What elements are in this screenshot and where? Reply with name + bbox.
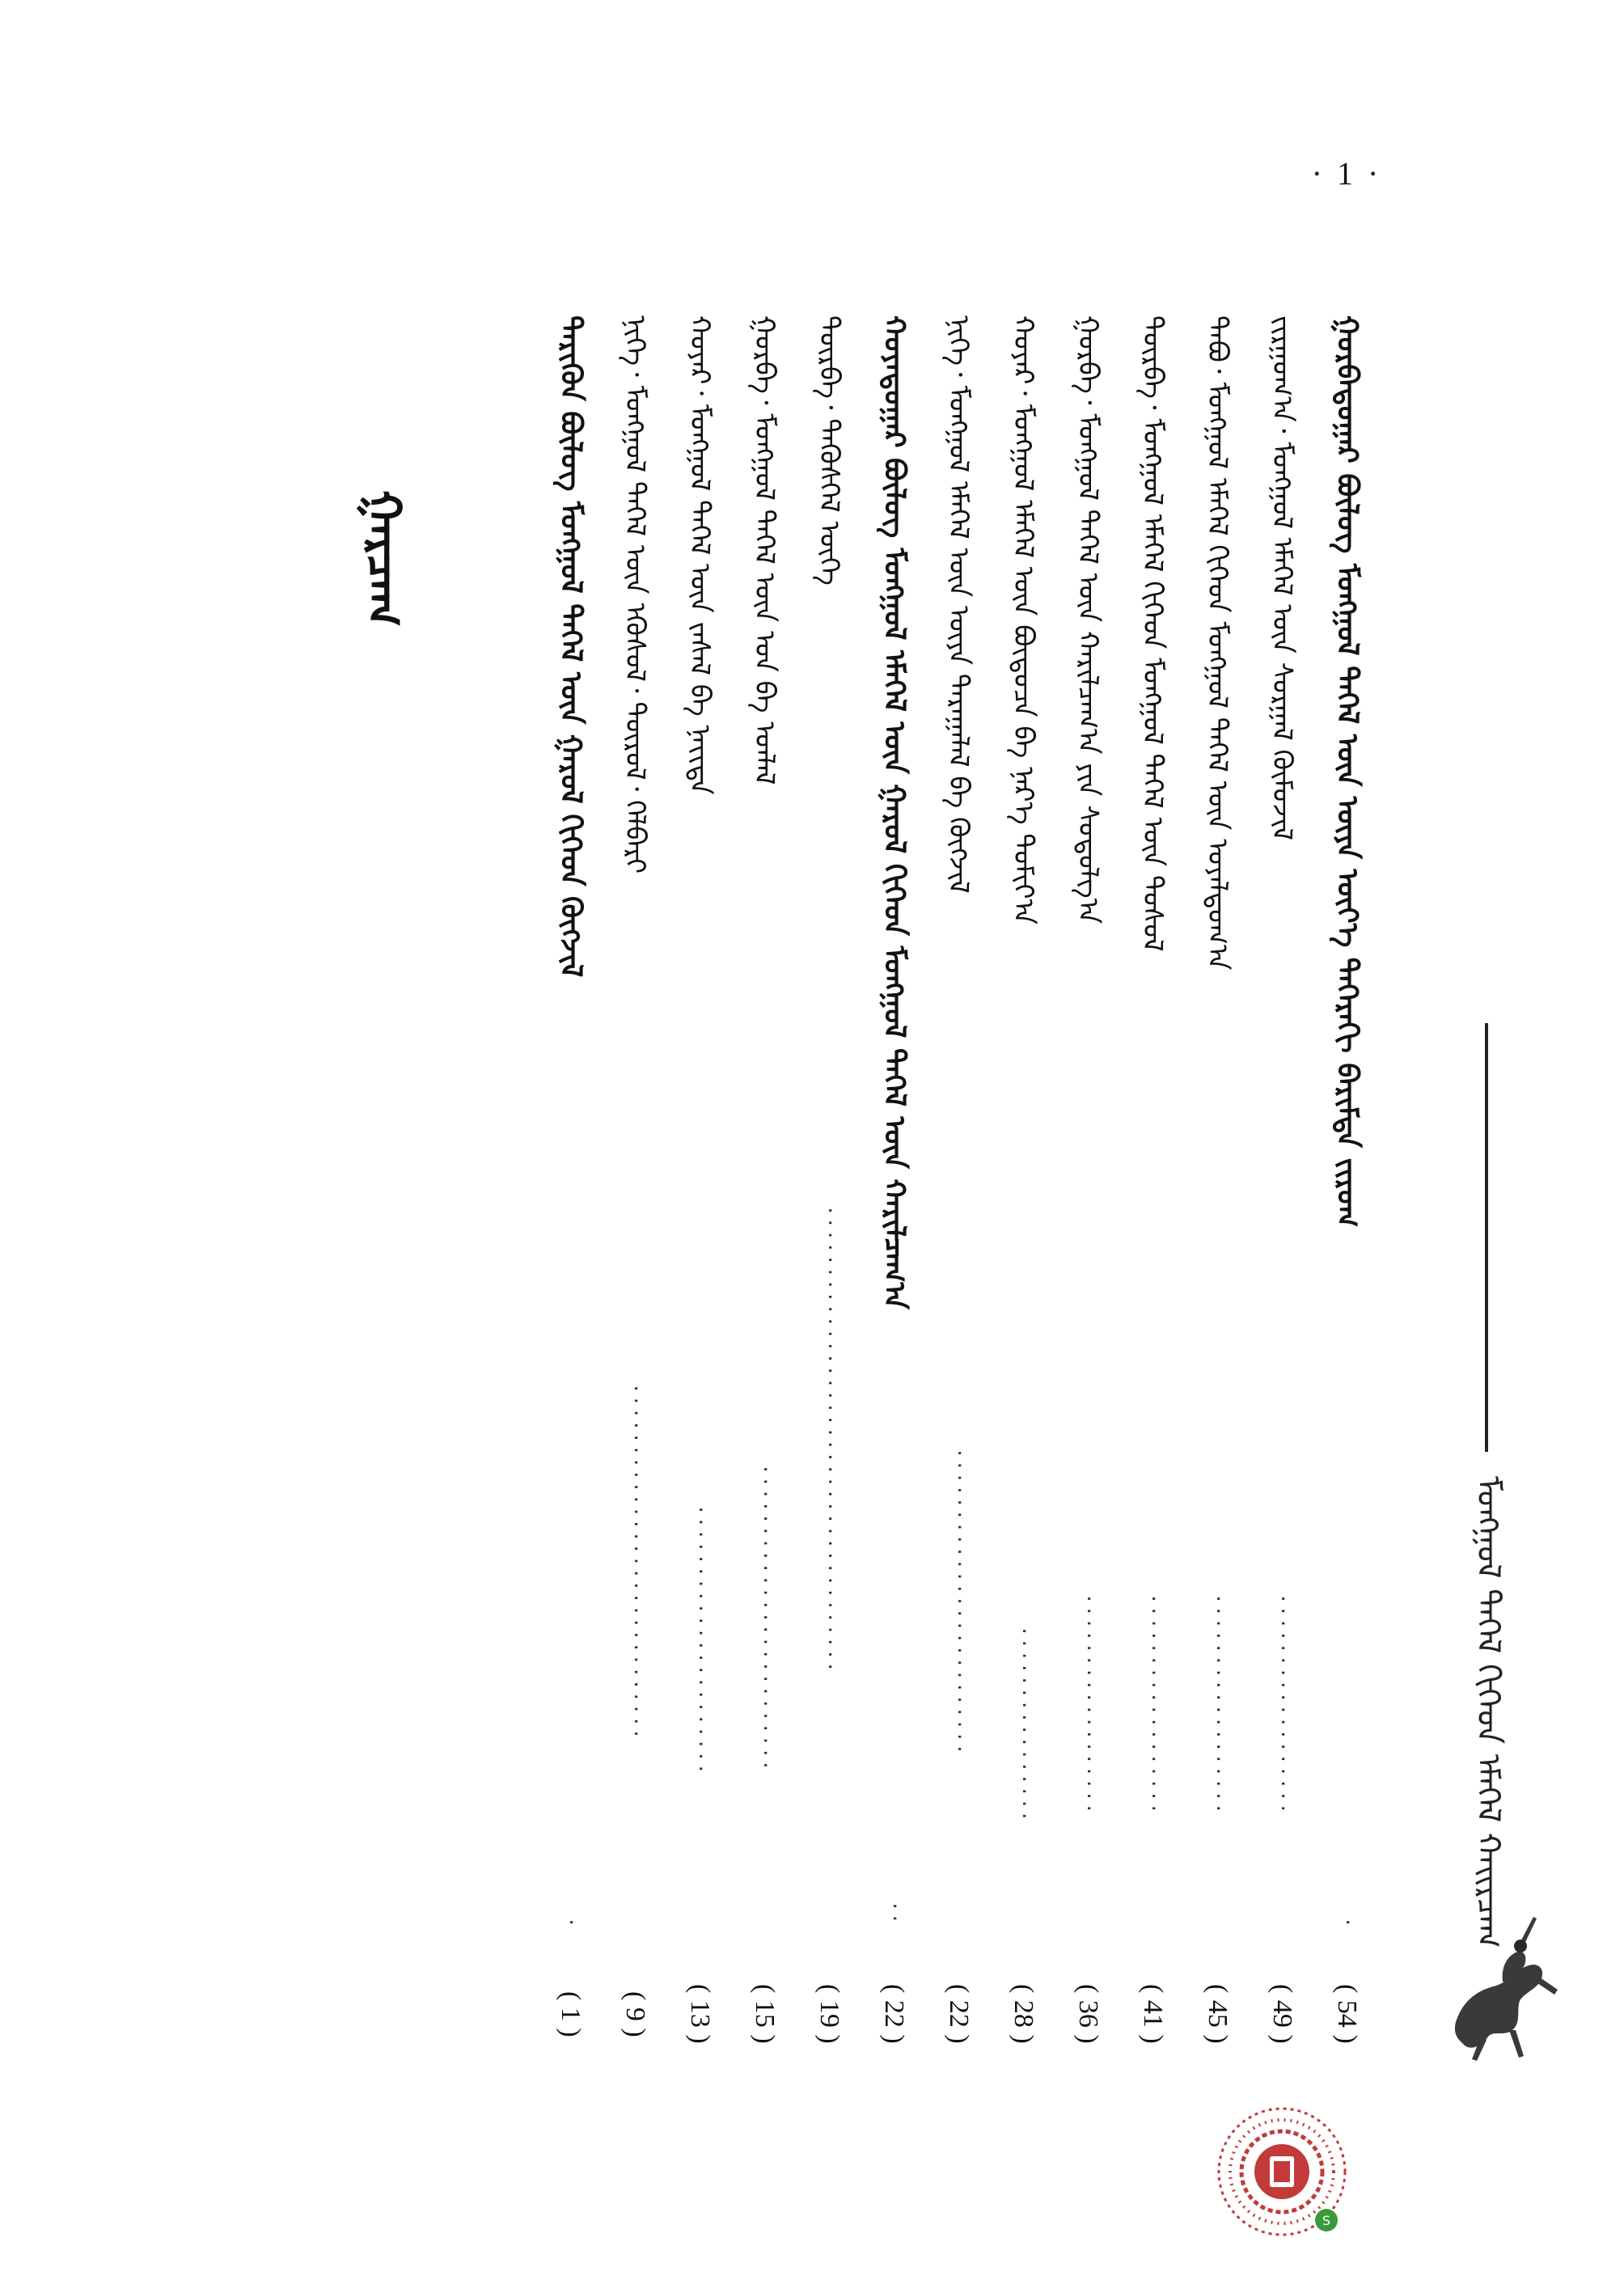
toc-entry-title: ᠵᠢᠷᠭᠤᠭ᠎ᠠ᠂ ᠮᠣᠩᠭᠣᠯ ᠡᠮᠡᠭᠡᠯ ᠦᠨ ᠰᠤᠷᠭᠠᠯ ᠬᠦᠮᠦᠵᠢᠯ	[1266, 315, 1298, 841]
toc-page-number: ( 13 )	[685, 1984, 715, 2044]
toc-chapter-entry[interactable]	[1326, 315, 1367, 2079]
toc-leader-dots: ··················	[1078, 1593, 1098, 1816]
toc-page-number: ( 1 )	[556, 1991, 586, 2037]
qr-code-badge[interactable]	[1213, 2103, 1351, 2240]
toc-entry-title: ᠨᠢᠭᠡ᠂ ᠮᠣᠩᠭᠣᠯ ᠡᠮᠡᠭᠡᠯ ᠦᠨ ᠦᠶᠡ ᠳᠠᠷᠠᠭᠠᠯᠠᠯ ᠪᠠ ᠬᠥᠭᠵᠢᠯ	[942, 315, 975, 894]
toc-leader-dots: ··	[884, 1901, 904, 1926]
toc-page-number: ( 19 )	[814, 1984, 844, 2044]
toc-page-number: ( 15 )	[750, 1984, 780, 2044]
toc-page-number: ( 54 )	[1332, 1984, 1362, 2044]
toc-section-entry[interactable]	[1197, 315, 1237, 2079]
toc-section-entry[interactable]	[1262, 315, 1302, 2079]
toc-page-number: ( 22 )	[879, 1984, 909, 2044]
toc-leader-dots: ·	[1337, 1917, 1357, 1930]
toc-chapter-entry[interactable]	[873, 315, 914, 2079]
table-of-contents	[550, 315, 1423, 2079]
header-rule	[1485, 1023, 1488, 1452]
toc-page-number: ( 22 )	[944, 1984, 974, 2044]
toc-entry-title: ᠳᠥᠷᠪᠡ᠂ ᠲᠡᠭᠦᠰᠬᠡᠯ ᠦᠭᠡ	[813, 315, 845, 586]
toc-entry-title: ᠬᠣᠶᠠᠳᠤᠭᠠᠷ ᠪᠦᠯᠦᠭ ᠮᠣᠩᠭᠣᠯ ᠡᠮᠡᠭᠡᠯ ᠦᠨ ᠭᠠᠷᠤᠯ ᠬᠢᠭᠡᠳ ᠮᠣᠩᠭᠣᠯ ᠳᠡᠭᠡᠯ ᠦᠨ ᠬᠠᠷᠢᠯᠴᠠᠭ᠎ᠠ	[878, 315, 911, 1309]
toc-section-entry[interactable]	[1068, 315, 1108, 2079]
running-header	[1407, 1023, 1561, 2067]
toc-entry-title: ᠭᠤᠷᠪᠠᠳᠤᠭᠠᠷ ᠪᠦᠯᠦᠭ ᠮᠣᠩᠭᠣᠯ ᠳᠡᠭᠡᠯ ᠦᠨ ᠦᠶᠡ ᠦᠶ᠎ᠡ ᠳᠡᠭᠡᠷᠡᠬᠢ ᠪᠠᠷᠢᠮᠲᠠ ᠵᠢᠷᠤᠭ	[1330, 315, 1364, 1228]
toc-entry-title: ᠭᠤᠷᠪᠠ᠂ ᠮᠣᠩᠭᠣᠯ ᠳᠡᠭᠡᠯ ᠦᠨ ᠡᠳ ᠪᠠ ᠡᠳᠯᠡᠯ	[748, 315, 780, 785]
toc-section-entry[interactable]	[615, 315, 655, 2079]
svg-text:S: S	[1322, 2213, 1331, 2228]
toc-leader-dots: ······················	[690, 1504, 710, 1776]
toc-entry-title: ᠲᠡᠷᠢᠭᠦᠨ ᠪᠦᠯᠦᠭ ᠮᠣᠩᠭᠣᠯ ᠳᠡᠭᠡᠯ ᠦᠨ ᠭᠠᠷᠤᠯ ᠬᠢᠭᠡᠳ ᠬᠥᠭᠵᠢᠯ	[554, 315, 587, 978]
toc-section-entry[interactable]	[938, 315, 979, 2079]
toc-section-entry[interactable]	[1132, 315, 1173, 2079]
toc-section-entry[interactable]	[744, 315, 785, 2079]
toc-leader-dots: ·························	[949, 1448, 969, 1757]
toc-leader-dots: ··················	[1207, 1593, 1228, 1816]
toc-entry-title: ᠨᠢᠭᠡ᠂ ᠮᠣᠩᠭᠣᠯ ᠳᠡᠭᠡᠯ ᠦᠨ ᠡᠭᠦᠰᠦᠯ᠂ ᠲᠦᠷᠦᠯ᠂ ᠬᠡᠯᠪᠡᠷᠢ	[619, 315, 651, 874]
toc-leader-dots: ··················	[1143, 1593, 1163, 1816]
toc-chapter-entry[interactable]	[550, 315, 590, 2079]
toc-entry-title: ᠲᠠᠪᠤ᠂ ᠮᠣᠩᠭᠣᠯ ᠡᠮᠡᠭᠡᠯ ᠬᠢᠭᠡᠳ ᠮᠣᠩᠭᠣᠯ ᠳᠡᠭᠡᠯ ᠦᠨ ᠤᠶᠠᠯᠳᠤᠭ᠎ᠠ	[1201, 315, 1233, 971]
toc-page-number: ( 36 )	[1073, 1984, 1103, 2044]
toc-page-number: ( 45 )	[1203, 1984, 1233, 2044]
toc-leader-dots: ······································	[819, 1205, 839, 1674]
horse-rider-logo	[1432, 1901, 1561, 2062]
toc-page-number: ( 9 )	[620, 1991, 650, 2037]
toc-leader-dots: ················	[1013, 1626, 1034, 1823]
toc-leader-dots: ·························	[755, 1464, 775, 1773]
header-title: ᠮᠣᠩᠭᠣᠯ ᠳᠡᠭᠡᠯ ᠬᠢᠭᠡᠳ ᠡᠮᠡᠭᠡᠯ ᠬᠠᠢᠷᠴᠠᠭ	[1470, 1476, 1507, 1948]
toc-leader-dots: ·	[560, 1917, 581, 1930]
toc-page-number: ( 28 )	[1009, 1984, 1038, 2044]
toc-entry-title: ᠬᠣᠶᠠᠷ᠂ ᠮᠣᠩᠭᠣᠯ ᠳᠡᠭᠡᠯ ᠦᠨ ᠵᠠᠰᠠᠯ ᠪᠠ ᠨᠡᠶ᠋ᠢᠲᠡ	[683, 315, 716, 795]
toc-entry-title: ᠳᠥᠷᠪᠡ᠂ ᠮᠣᠩᠭᠣᠯ ᠡᠮᠡᠭᠡᠯ ᠬᠢᠭᠡᠳ ᠮᠣᠩᠭᠣᠯ ᠳᠡᠭᠡᠯ ᠦᠨ ᠳᠣᠰᠣᠯ	[1136, 315, 1169, 952]
page-number: · 1 ·	[1311, 155, 1382, 192]
toc-section-entry[interactable]	[679, 315, 720, 2079]
toc-section-entry[interactable]	[809, 315, 849, 2079]
toc-page-number: ( 41 )	[1138, 1984, 1168, 2044]
toc-entry-title: ᠭᠤᠷᠪᠠ᠂ ᠮᠣᠩᠭᠣᠯ ᠳᠡᠭᠡᠯ ᠦᠨ ᠬᠠᠷᠢᠯᠴᠠᠭ᠎ᠠ ᠶᠢᠨ ᠰᠤᠳᠤᠯᠭ᠎ᠠ	[1072, 315, 1104, 924]
toc-section-entry[interactable]	[1003, 315, 1043, 2079]
toc-entry-title: ᠬᠣᠶᠠᠷ᠂ ᠮᠣᠩᠭᠣᠯ ᠡᠮᠡᠭᠡᠯ ᠦᠨ ᠪᠦᠲᠦᠴᠡ ᠪᠠ ᠨᠡᠷ᠎ᠡ ᠲᠣᠮᠢᠶ᠎ᠠ	[1007, 315, 1039, 925]
toc-title: ᠭᠠᠷᠴᠠᠭ	[357, 489, 412, 627]
toc-leader-dots: ··················	[1272, 1593, 1292, 1816]
toc-page-number: ( 49 )	[1267, 1984, 1297, 2044]
toc-leader-dots: ·····························	[625, 1383, 645, 1741]
